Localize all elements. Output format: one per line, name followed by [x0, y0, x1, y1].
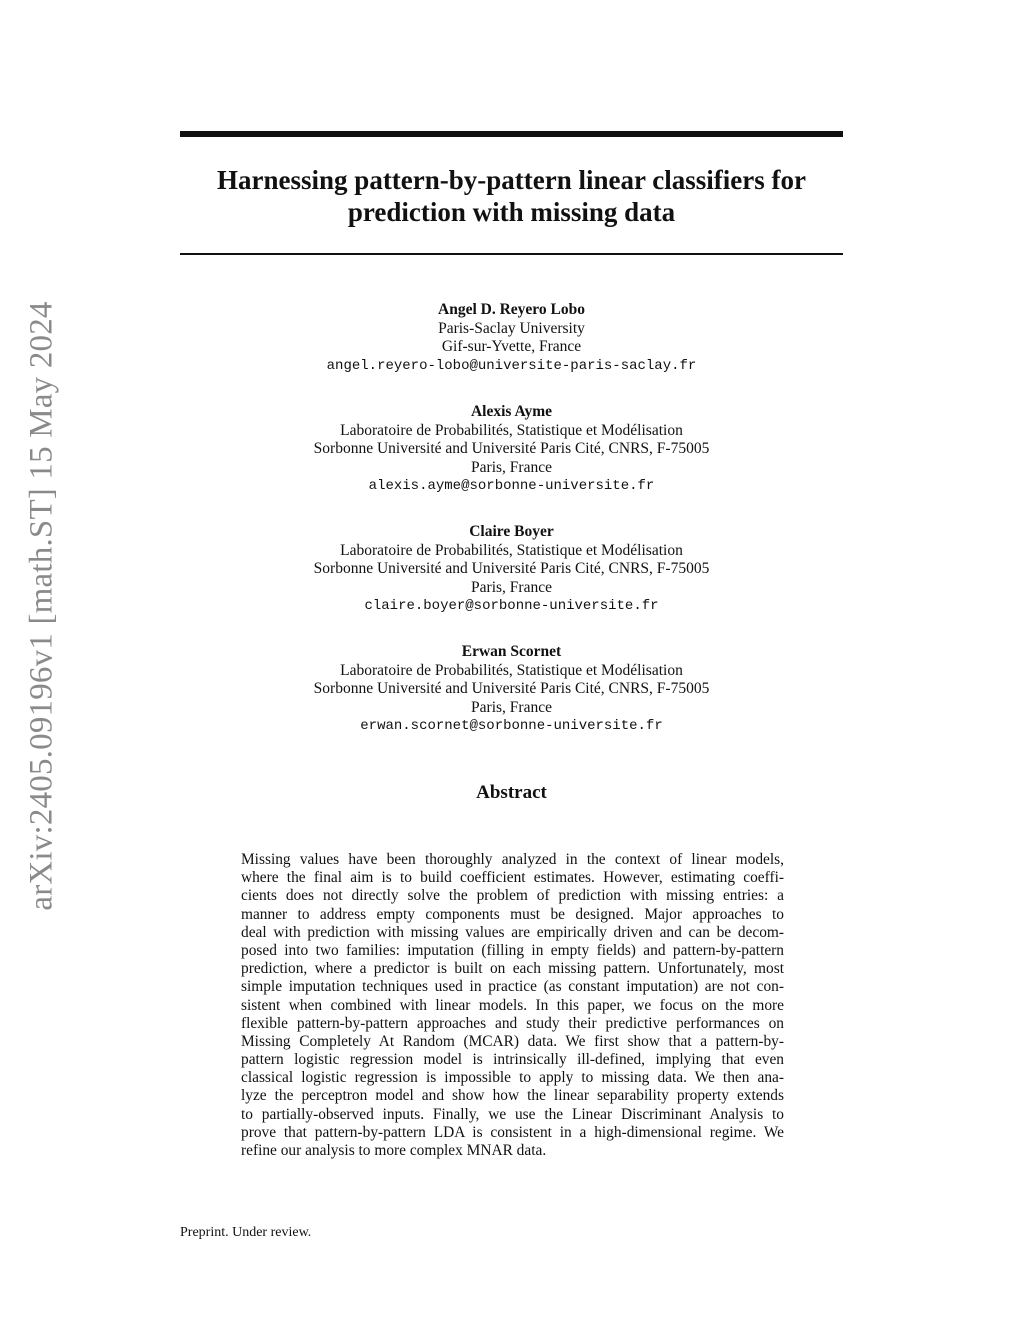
author-name: Erwan Scornet	[461, 643, 562, 660]
abstract-heading: Abstract	[476, 782, 547, 803]
author-block	[180, 523, 843, 616]
abstract-body	[241, 851, 784, 1160]
preprint-note: Preprint. Under review.	[180, 1225, 312, 1240]
abstract-line: flexible pattern-by-pattern approaches and study their predictive performances on	[241, 1014, 784, 1032]
author-email[interactable]: claire.boyer@sorbonne-universite.fr	[364, 598, 659, 614]
abstract-line: manner to address empty components must be designed. Major approaches to	[241, 905, 784, 923]
author-affiliation: Laboratoire de Probabilités, Statistique et Modélisation	[340, 421, 683, 439]
abstract-line: Missing values have been thoroughly analyzed in the context of linear models,	[241, 851, 784, 868]
author-affiliation: Laboratoire de Probabilités, Statistique et Modélisation	[340, 661, 683, 679]
author-affiliation: Sorbonne Université and Université Paris Cité, CNRS, F-75005	[313, 680, 710, 697]
author-email[interactable]: angel.reyero-lobo@universite-paris-saclay.fr	[326, 357, 697, 374]
author-block	[180, 403, 843, 496]
abstract-line: deal with prediction with missing values are empirically driven and can be decom-	[241, 923, 784, 941]
paper-title	[180, 164, 843, 228]
abstract-line: prediction, where a predictor is built on each missing pattern. Unfortunately, most	[241, 960, 784, 978]
author-block	[180, 301, 843, 375]
author-affiliation: Laboratoire de Probabilités, Statistique et Modélisation	[340, 541, 683, 559]
abstract-line: posed into two families: imputation (filling in empty fields) and pattern-by-pattern	[241, 941, 784, 959]
author-affiliation: Sorbonne Université and Université Paris Cité, CNRS, F-75005	[313, 440, 710, 457]
author-name: Claire Boyer	[469, 523, 554, 540]
author-block	[180, 643, 843, 736]
abstract-line: simple imputation techniques used in practice (as constant imputation) are not con-	[241, 978, 784, 996]
author-email[interactable]: erwan.scornet@sorbonne-universite.fr	[360, 718, 663, 734]
author-name: Angel D. Reyero Lobo	[438, 301, 585, 318]
author-affiliation: Paris, France	[471, 698, 552, 716]
author-email[interactable]: alexis.ayme@sorbonne-universite.fr	[368, 478, 655, 494]
abstract-line: pattern logistic regression model is intrinsically ill-defined, implying that even	[241, 1051, 784, 1069]
abstract-line: lyze the perceptron model and show how the linear separability property extends	[241, 1087, 784, 1105]
arxiv-stamp: arXiv:2405.09196v1 [math.ST] 15 May 2024	[23, 301, 60, 911]
abstract-line: refine our analysis to more complex MNAR data.	[241, 1142, 547, 1159]
title-bottom-rule	[180, 253, 843, 255]
title-line: Harnessing pattern-by-pattern linear classifiers for	[217, 165, 806, 195]
author-name: Alexis Ayme	[470, 403, 553, 420]
title-top-rule	[180, 131, 843, 137]
author-affiliation: Gif-sur-Yvette, France	[441, 338, 582, 355]
abstract-line: sistent when combined with linear models. In this paper, we focus on the more	[241, 996, 784, 1014]
author-affiliation: Paris, France	[471, 458, 552, 476]
author-affiliation: Sorbonne Université and Université Paris Cité, CNRS, F-75005	[313, 560, 710, 577]
title-line: prediction with missing data	[347, 197, 676, 227]
abstract-line: to partially-observed inputs. Finally, we use the Linear Discriminant Analysis to	[241, 1105, 784, 1123]
abstract-line: classical logistic regression is impossible to apply to missing data. We then ana-	[241, 1069, 784, 1087]
abstract-line: Missing Completely At Random (MCAR) data. We first show that a pattern-by-	[241, 1032, 784, 1050]
author-affiliation: Paris-Saclay University	[438, 319, 585, 337]
author-affiliation: Paris, France	[471, 578, 552, 596]
abstract-line: cients does not directly solve the problem of prediction with missing entries: a	[241, 887, 784, 905]
abstract-line: prove that pattern-by-pattern LDA is consistent in a high-dimensional regime. We	[241, 1123, 784, 1141]
abstract-line: where the final aim is to build coefficient estimates. However, estimating coeffi-	[241, 869, 784, 887]
